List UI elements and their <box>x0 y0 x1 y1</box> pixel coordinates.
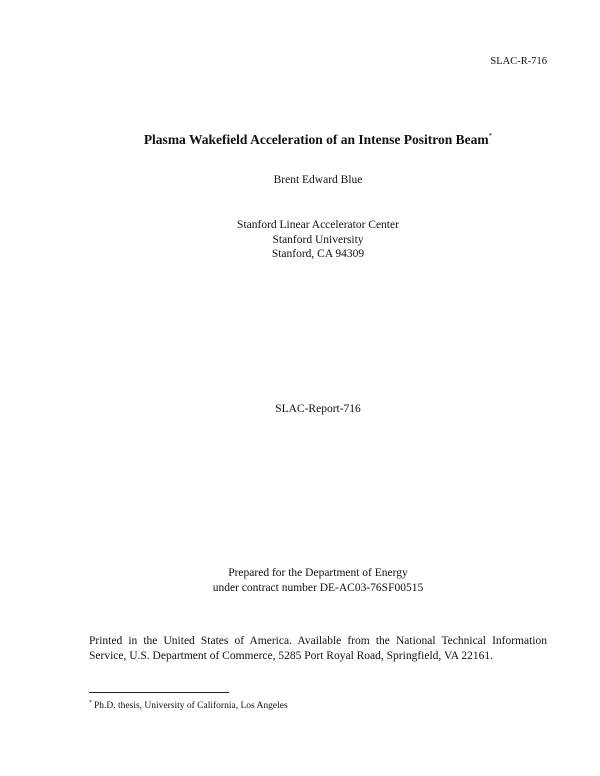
prepared-for-block <box>0 566 600 595</box>
affiliation-line: Stanford University <box>272 233 364 246</box>
footnote-divider <box>89 692 229 693</box>
prepared-line: Prepared for the Department of Energy <box>228 567 408 579</box>
footnote-text: Ph.D. thesis, University of California, Los Angeles <box>94 701 288 711</box>
availability-statement: Printed in the United States of America. Available from the National Technical Information Service, U.S. Department of Commerce, 5285 Port Royal Road, Springfield, VA 22161. <box>89 635 547 662</box>
author-name: Brent Edward Blue <box>273 174 363 186</box>
title-footnote-mark: * <box>488 132 493 140</box>
title-text: Plasma Wakefield Acceleration of an Intense Positron Beam <box>143 132 489 147</box>
affiliation-block <box>0 218 600 262</box>
document-title <box>0 132 600 148</box>
affiliation-line: Stanford, CA 94309 <box>271 248 365 260</box>
report-number: SLAC-Report-716 <box>275 403 361 415</box>
affiliation-line: Stanford Linear Accelerator Center <box>237 219 399 231</box>
footnote-mark: * <box>89 700 92 706</box>
prepared-line: under contract number DE-AC03-76SF00515 <box>212 581 424 594</box>
report-id: SLAC-R-716 <box>490 56 547 67</box>
footnote <box>89 700 288 712</box>
